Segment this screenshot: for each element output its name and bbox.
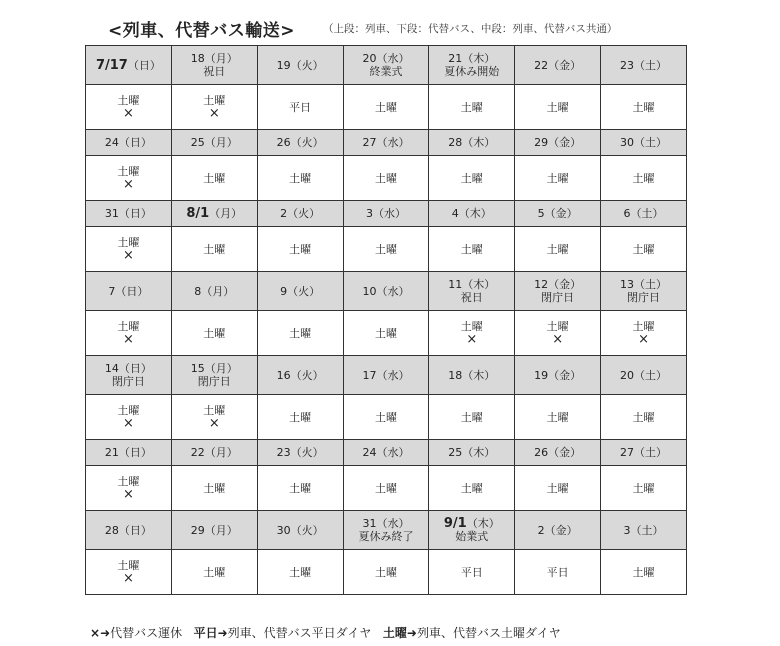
date-text: 11（木） bbox=[448, 278, 496, 291]
date-cell bbox=[429, 511, 515, 550]
schedule-cell bbox=[86, 227, 172, 272]
date-text: 28（日） bbox=[104, 523, 152, 537]
date-row bbox=[86, 511, 687, 550]
date-line bbox=[172, 52, 257, 65]
date-text: 21（日） bbox=[104, 446, 152, 459]
date-line bbox=[429, 278, 514, 291]
date-note: 始業式 bbox=[455, 530, 489, 543]
date-text: 22（金） bbox=[534, 58, 582, 72]
date-text: 6（土） bbox=[623, 207, 664, 220]
schedule-row bbox=[86, 466, 687, 511]
schedule-label: 土曜 bbox=[632, 171, 655, 185]
date-cell bbox=[601, 46, 687, 85]
schedule-cell bbox=[515, 227, 601, 272]
date-line bbox=[258, 207, 343, 220]
schedule-label: 土曜 bbox=[289, 171, 312, 185]
date-text: 27（水） bbox=[362, 136, 410, 149]
date-cell bbox=[429, 356, 515, 395]
schedule-cell bbox=[601, 550, 687, 595]
date-cell bbox=[171, 201, 257, 227]
date-note: 祝日 bbox=[203, 65, 226, 78]
date-line bbox=[172, 362, 257, 375]
date-text: 7（日） bbox=[108, 284, 149, 298]
date-text: 29（月） bbox=[190, 523, 238, 537]
schedule-label: 土曜 bbox=[632, 481, 655, 495]
date-line bbox=[601, 524, 686, 537]
date-text: （木） bbox=[466, 517, 500, 530]
date-cell bbox=[343, 46, 429, 85]
date-line bbox=[601, 207, 686, 220]
date-cell bbox=[86, 201, 172, 227]
date-text: 24（水） bbox=[362, 446, 410, 459]
schedule-cell bbox=[343, 156, 429, 201]
schedule-cell bbox=[171, 466, 257, 511]
schedule-label: 土曜 bbox=[460, 410, 483, 424]
schedule-label: 土曜 bbox=[374, 100, 397, 114]
schedule-cell bbox=[429, 156, 515, 201]
schedule-cell bbox=[601, 85, 687, 130]
date-text: 30（土） bbox=[620, 136, 668, 149]
date-row bbox=[86, 356, 687, 395]
date-text: 3（水） bbox=[365, 207, 406, 220]
schedule-label: 土曜 bbox=[117, 320, 140, 333]
date-cell bbox=[171, 511, 257, 550]
date-cell bbox=[515, 130, 601, 156]
schedule-cell bbox=[86, 466, 172, 511]
schedule-cell bbox=[343, 227, 429, 272]
date-line bbox=[344, 285, 429, 298]
date-cell bbox=[257, 130, 343, 156]
schedule-label: 平日 bbox=[289, 100, 312, 114]
date-cell bbox=[257, 272, 343, 311]
date-note: 閉庁日 bbox=[627, 291, 661, 304]
schedule-label: 土曜 bbox=[546, 481, 569, 495]
date-line bbox=[515, 207, 600, 220]
schedule-cell bbox=[171, 395, 257, 440]
schedule-label: 土曜 bbox=[460, 171, 483, 185]
schedule-label: 土曜 bbox=[546, 320, 569, 333]
suspended-mark-icon: × bbox=[466, 332, 478, 347]
schedule-label: 土曜 bbox=[289, 481, 312, 495]
date-note: 夏休み終了 bbox=[358, 530, 414, 543]
date-text: （月） bbox=[209, 207, 243, 220]
schedule-row bbox=[86, 227, 687, 272]
date-note: 閉庁日 bbox=[111, 375, 145, 388]
schedule-label: 土曜 bbox=[203, 242, 226, 256]
schedule-label: 土曜 bbox=[632, 565, 655, 579]
date-line bbox=[344, 207, 429, 220]
schedule-cell bbox=[257, 466, 343, 511]
date-line bbox=[344, 517, 429, 530]
schedule-row bbox=[86, 311, 687, 356]
date-text: 31（日） bbox=[104, 207, 152, 220]
date-cell bbox=[171, 130, 257, 156]
calendar-table bbox=[85, 45, 687, 595]
date-cell bbox=[171, 356, 257, 395]
date-cell bbox=[343, 440, 429, 466]
schedule-cell bbox=[601, 227, 687, 272]
schedule-label: 土曜 bbox=[203, 94, 226, 107]
legend-saturday-text: ➜列車、代替バス土曜ダイヤ bbox=[406, 626, 561, 640]
date-text: 20（水） bbox=[362, 52, 410, 65]
schedule-cell bbox=[257, 550, 343, 595]
date-line bbox=[258, 524, 343, 537]
schedule-cell bbox=[86, 311, 172, 356]
date-note: 閉庁日 bbox=[197, 375, 231, 388]
date-text: 23（火） bbox=[276, 446, 324, 459]
date-note: 祝日 bbox=[460, 291, 483, 304]
schedule-cell bbox=[515, 156, 601, 201]
date-line bbox=[429, 517, 514, 530]
schedule-label: 土曜 bbox=[374, 410, 397, 424]
schedule-label: 土曜 bbox=[546, 242, 569, 256]
schedule-cell bbox=[86, 85, 172, 130]
schedule-cell bbox=[86, 156, 172, 201]
date-bold-text: 8/1 bbox=[186, 206, 210, 221]
date-text: 4（木） bbox=[451, 207, 492, 220]
date-text: 19（金） bbox=[534, 368, 582, 382]
schedule-cell bbox=[601, 466, 687, 511]
schedule-label: 土曜 bbox=[117, 94, 140, 107]
legend-x-text: ➜代替バス運休 bbox=[100, 626, 183, 640]
date-cell bbox=[429, 130, 515, 156]
date-text: 31（水） bbox=[362, 517, 410, 530]
date-line bbox=[172, 446, 257, 459]
schedule-label: 土曜 bbox=[289, 242, 312, 256]
date-cell bbox=[257, 46, 343, 85]
date-line bbox=[172, 285, 257, 298]
schedule-cell bbox=[171, 85, 257, 130]
schedule-cell bbox=[429, 227, 515, 272]
schedule-cell bbox=[171, 156, 257, 201]
date-text: 2（火） bbox=[280, 207, 321, 220]
schedule-row bbox=[86, 395, 687, 440]
date-bold-text: 9/1 bbox=[443, 516, 467, 531]
schedule-cell bbox=[257, 227, 343, 272]
schedule-label: 土曜 bbox=[460, 100, 483, 114]
schedule-cell bbox=[257, 156, 343, 201]
date-cell bbox=[343, 130, 429, 156]
date-text: 18（月） bbox=[190, 52, 238, 65]
date-line bbox=[601, 278, 686, 291]
date-line bbox=[258, 369, 343, 382]
schedule-row bbox=[86, 156, 687, 201]
schedule-label: 土曜 bbox=[289, 565, 312, 579]
date-bold-text: 7/17 bbox=[95, 57, 128, 73]
date-note: 閉庁日 bbox=[541, 291, 575, 304]
date-text: 29（金） bbox=[534, 136, 582, 149]
date-cell bbox=[171, 46, 257, 85]
date-cell bbox=[343, 272, 429, 311]
schedule-cell bbox=[601, 311, 687, 356]
date-text: 3（土） bbox=[623, 523, 664, 537]
legend bbox=[90, 624, 561, 641]
schedule-cell bbox=[343, 466, 429, 511]
schedule-cell bbox=[257, 85, 343, 130]
date-text: 5（金） bbox=[537, 207, 578, 220]
suspended-mark-icon: × bbox=[208, 416, 220, 431]
date-cell bbox=[343, 201, 429, 227]
schedule-cell bbox=[515, 395, 601, 440]
date-text: 17（水） bbox=[362, 368, 410, 382]
date-text: 24（日） bbox=[104, 136, 152, 149]
date-line bbox=[258, 59, 343, 72]
schedule-cell bbox=[429, 466, 515, 511]
schedule-label: 土曜 bbox=[460, 481, 483, 495]
date-row bbox=[86, 46, 687, 85]
legend-weekday-text: ➜列車、代替バス平日ダイヤ bbox=[217, 626, 372, 640]
suspended-mark-icon: × bbox=[122, 571, 134, 586]
suspended-mark-icon: × bbox=[122, 106, 134, 121]
date-line bbox=[258, 136, 343, 149]
date-text: 23（土） bbox=[620, 58, 668, 72]
date-line bbox=[429, 207, 514, 220]
date-text: 14（日） bbox=[104, 362, 152, 375]
date-cell bbox=[86, 440, 172, 466]
date-line bbox=[429, 369, 514, 382]
schedule-cell bbox=[343, 311, 429, 356]
date-line bbox=[344, 52, 429, 65]
date-line bbox=[344, 446, 429, 459]
suspended-mark-icon: × bbox=[122, 248, 134, 263]
date-text: 26（火） bbox=[276, 136, 324, 149]
date-line bbox=[601, 136, 686, 149]
schedule-cell bbox=[171, 311, 257, 356]
schedule-label: 土曜 bbox=[117, 404, 140, 417]
schedule-cell bbox=[601, 395, 687, 440]
date-cell bbox=[515, 201, 601, 227]
schedule-row bbox=[86, 550, 687, 595]
schedule-label: 土曜 bbox=[460, 320, 483, 333]
date-text: 8（月） bbox=[194, 284, 235, 298]
suspended-mark-icon: × bbox=[638, 332, 649, 347]
date-text: 10（水） bbox=[362, 284, 410, 298]
schedule-cell bbox=[257, 311, 343, 356]
date-cell bbox=[515, 356, 601, 395]
date-cell bbox=[86, 46, 172, 85]
date-text: 26（金） bbox=[534, 446, 582, 459]
date-line bbox=[515, 59, 600, 72]
date-line bbox=[86, 524, 171, 537]
date-cell bbox=[601, 356, 687, 395]
schedule-label: 土曜 bbox=[546, 100, 569, 114]
legend-saturday-key: 土曜 bbox=[382, 626, 407, 640]
schedule-label: 土曜 bbox=[203, 326, 226, 340]
date-cell bbox=[601, 272, 687, 311]
date-cell bbox=[601, 130, 687, 156]
schedule-cell bbox=[515, 85, 601, 130]
schedule-label: 土曜 bbox=[632, 242, 655, 256]
schedule-cell bbox=[515, 311, 601, 356]
schedule-cell bbox=[171, 227, 257, 272]
date-line bbox=[86, 446, 171, 459]
date-text: 27（土） bbox=[620, 446, 668, 459]
schedule-label: 土曜 bbox=[374, 565, 397, 579]
date-text: 30（火） bbox=[276, 523, 324, 537]
date-line bbox=[515, 136, 600, 149]
schedule-label: 土曜 bbox=[117, 236, 140, 249]
schedule-label: 土曜 bbox=[289, 326, 312, 340]
suspended-mark-icon: × bbox=[122, 416, 134, 431]
schedule-cell bbox=[171, 550, 257, 595]
schedule-cell bbox=[429, 550, 515, 595]
schedule-cell bbox=[343, 85, 429, 130]
date-cell bbox=[515, 272, 601, 311]
schedule-label: 土曜 bbox=[117, 165, 140, 178]
date-text: 20（土） bbox=[620, 368, 668, 382]
date-cell bbox=[515, 511, 601, 550]
date-text: 25（木） bbox=[448, 446, 496, 459]
schedule-row bbox=[86, 85, 687, 130]
date-line bbox=[344, 136, 429, 149]
schedule-cell bbox=[515, 466, 601, 511]
date-cell bbox=[257, 201, 343, 227]
schedule-cell bbox=[343, 550, 429, 595]
date-line bbox=[258, 285, 343, 298]
date-line bbox=[86, 362, 171, 375]
date-note: 終業式 bbox=[369, 65, 403, 78]
schedule-cell bbox=[515, 550, 601, 595]
schedule-label: 土曜 bbox=[374, 481, 397, 495]
date-line bbox=[429, 52, 514, 65]
date-text: 22（月） bbox=[190, 446, 238, 459]
date-row bbox=[86, 272, 687, 311]
date-line bbox=[429, 446, 514, 459]
schedule-label: 土曜 bbox=[203, 565, 226, 579]
date-cell bbox=[429, 201, 515, 227]
date-row bbox=[86, 440, 687, 466]
date-line bbox=[344, 369, 429, 382]
schedule-label: 土曜 bbox=[460, 242, 483, 256]
date-row bbox=[86, 201, 687, 227]
schedule-label: 平日 bbox=[546, 565, 569, 579]
date-cell bbox=[515, 46, 601, 85]
suspended-mark-icon: × bbox=[552, 332, 564, 347]
schedule-label: 土曜 bbox=[203, 481, 226, 495]
page-title: <列車、代替バス輸送> bbox=[108, 20, 295, 41]
schedule-cell bbox=[86, 550, 172, 595]
date-cell bbox=[429, 272, 515, 311]
date-line bbox=[172, 136, 257, 149]
date-cell bbox=[171, 272, 257, 311]
schedule-label: 平日 bbox=[460, 565, 483, 579]
date-text: 9（火） bbox=[280, 284, 321, 298]
date-line bbox=[86, 285, 171, 298]
date-line bbox=[515, 446, 600, 459]
date-cell bbox=[601, 201, 687, 227]
date-text: 25（月） bbox=[190, 136, 238, 149]
date-line bbox=[601, 59, 686, 72]
date-line bbox=[258, 446, 343, 459]
schedule-label: 土曜 bbox=[203, 171, 226, 185]
date-cell bbox=[171, 440, 257, 466]
date-cell bbox=[257, 511, 343, 550]
schedule-label: 土曜 bbox=[374, 326, 397, 340]
schedule-cell bbox=[429, 311, 515, 356]
legend-weekday-key: 平日 bbox=[193, 626, 218, 640]
suspended-mark-icon: × bbox=[122, 332, 134, 347]
schedule-label: 土曜 bbox=[546, 171, 569, 185]
date-text: 15（月） bbox=[190, 362, 238, 375]
date-text: 28（木） bbox=[448, 136, 496, 149]
date-cell bbox=[86, 130, 172, 156]
date-cell bbox=[601, 511, 687, 550]
schedule-cell bbox=[343, 395, 429, 440]
date-line bbox=[601, 369, 686, 382]
date-cell bbox=[429, 46, 515, 85]
schedule-label: 土曜 bbox=[632, 320, 655, 333]
date-text: 2（金） bbox=[537, 523, 578, 537]
schedule-label: 土曜 bbox=[632, 410, 655, 424]
schedule-cell bbox=[86, 395, 172, 440]
date-cell bbox=[257, 440, 343, 466]
date-text: 21（木） bbox=[448, 52, 496, 65]
date-line bbox=[429, 136, 514, 149]
date-text: 18（木） bbox=[448, 368, 496, 382]
schedule-label: 土曜 bbox=[117, 559, 140, 572]
schedule-cell bbox=[429, 85, 515, 130]
date-note: 夏休み開始 bbox=[444, 65, 500, 78]
date-cell bbox=[86, 511, 172, 550]
schedule-label: 土曜 bbox=[632, 100, 655, 114]
schedule-cell bbox=[601, 156, 687, 201]
date-cell bbox=[515, 440, 601, 466]
date-text: 16（火） bbox=[276, 368, 324, 382]
date-line bbox=[515, 369, 600, 382]
schedule-label: 土曜 bbox=[374, 171, 397, 185]
date-cell bbox=[86, 272, 172, 311]
date-line bbox=[172, 207, 257, 220]
date-text: 13（土） bbox=[620, 278, 668, 291]
date-text: 19（火） bbox=[276, 58, 324, 72]
date-line bbox=[86, 207, 171, 220]
date-cell bbox=[343, 511, 429, 550]
title-row bbox=[108, 14, 617, 42]
date-line bbox=[86, 136, 171, 149]
date-text: 12（金） bbox=[534, 278, 582, 291]
schedule-label: 土曜 bbox=[203, 404, 226, 417]
schedule-cell bbox=[429, 395, 515, 440]
date-text: （日） bbox=[127, 58, 161, 72]
date-line bbox=[601, 446, 686, 459]
schedule-label: 土曜 bbox=[546, 410, 569, 424]
date-cell bbox=[257, 356, 343, 395]
page-subtitle: （上段：列車、下段：代替バス、中段：列車、代替バス共通） bbox=[323, 22, 618, 35]
date-cell bbox=[343, 356, 429, 395]
suspended-mark-icon: × bbox=[208, 106, 220, 121]
schedule-cell bbox=[257, 395, 343, 440]
legend-x-symbol: × bbox=[90, 626, 101, 640]
schedule-label: 土曜 bbox=[374, 242, 397, 256]
date-line bbox=[515, 524, 600, 537]
date-cell bbox=[86, 356, 172, 395]
date-cell bbox=[429, 440, 515, 466]
date-row bbox=[86, 130, 687, 156]
date-line bbox=[515, 278, 600, 291]
date-line bbox=[86, 59, 171, 72]
schedule-label: 土曜 bbox=[289, 410, 312, 424]
date-line bbox=[172, 524, 257, 537]
schedule-label: 土曜 bbox=[117, 475, 140, 488]
suspended-mark-icon: × bbox=[122, 487, 134, 502]
suspended-mark-icon: × bbox=[122, 177, 134, 192]
date-cell bbox=[601, 440, 687, 466]
